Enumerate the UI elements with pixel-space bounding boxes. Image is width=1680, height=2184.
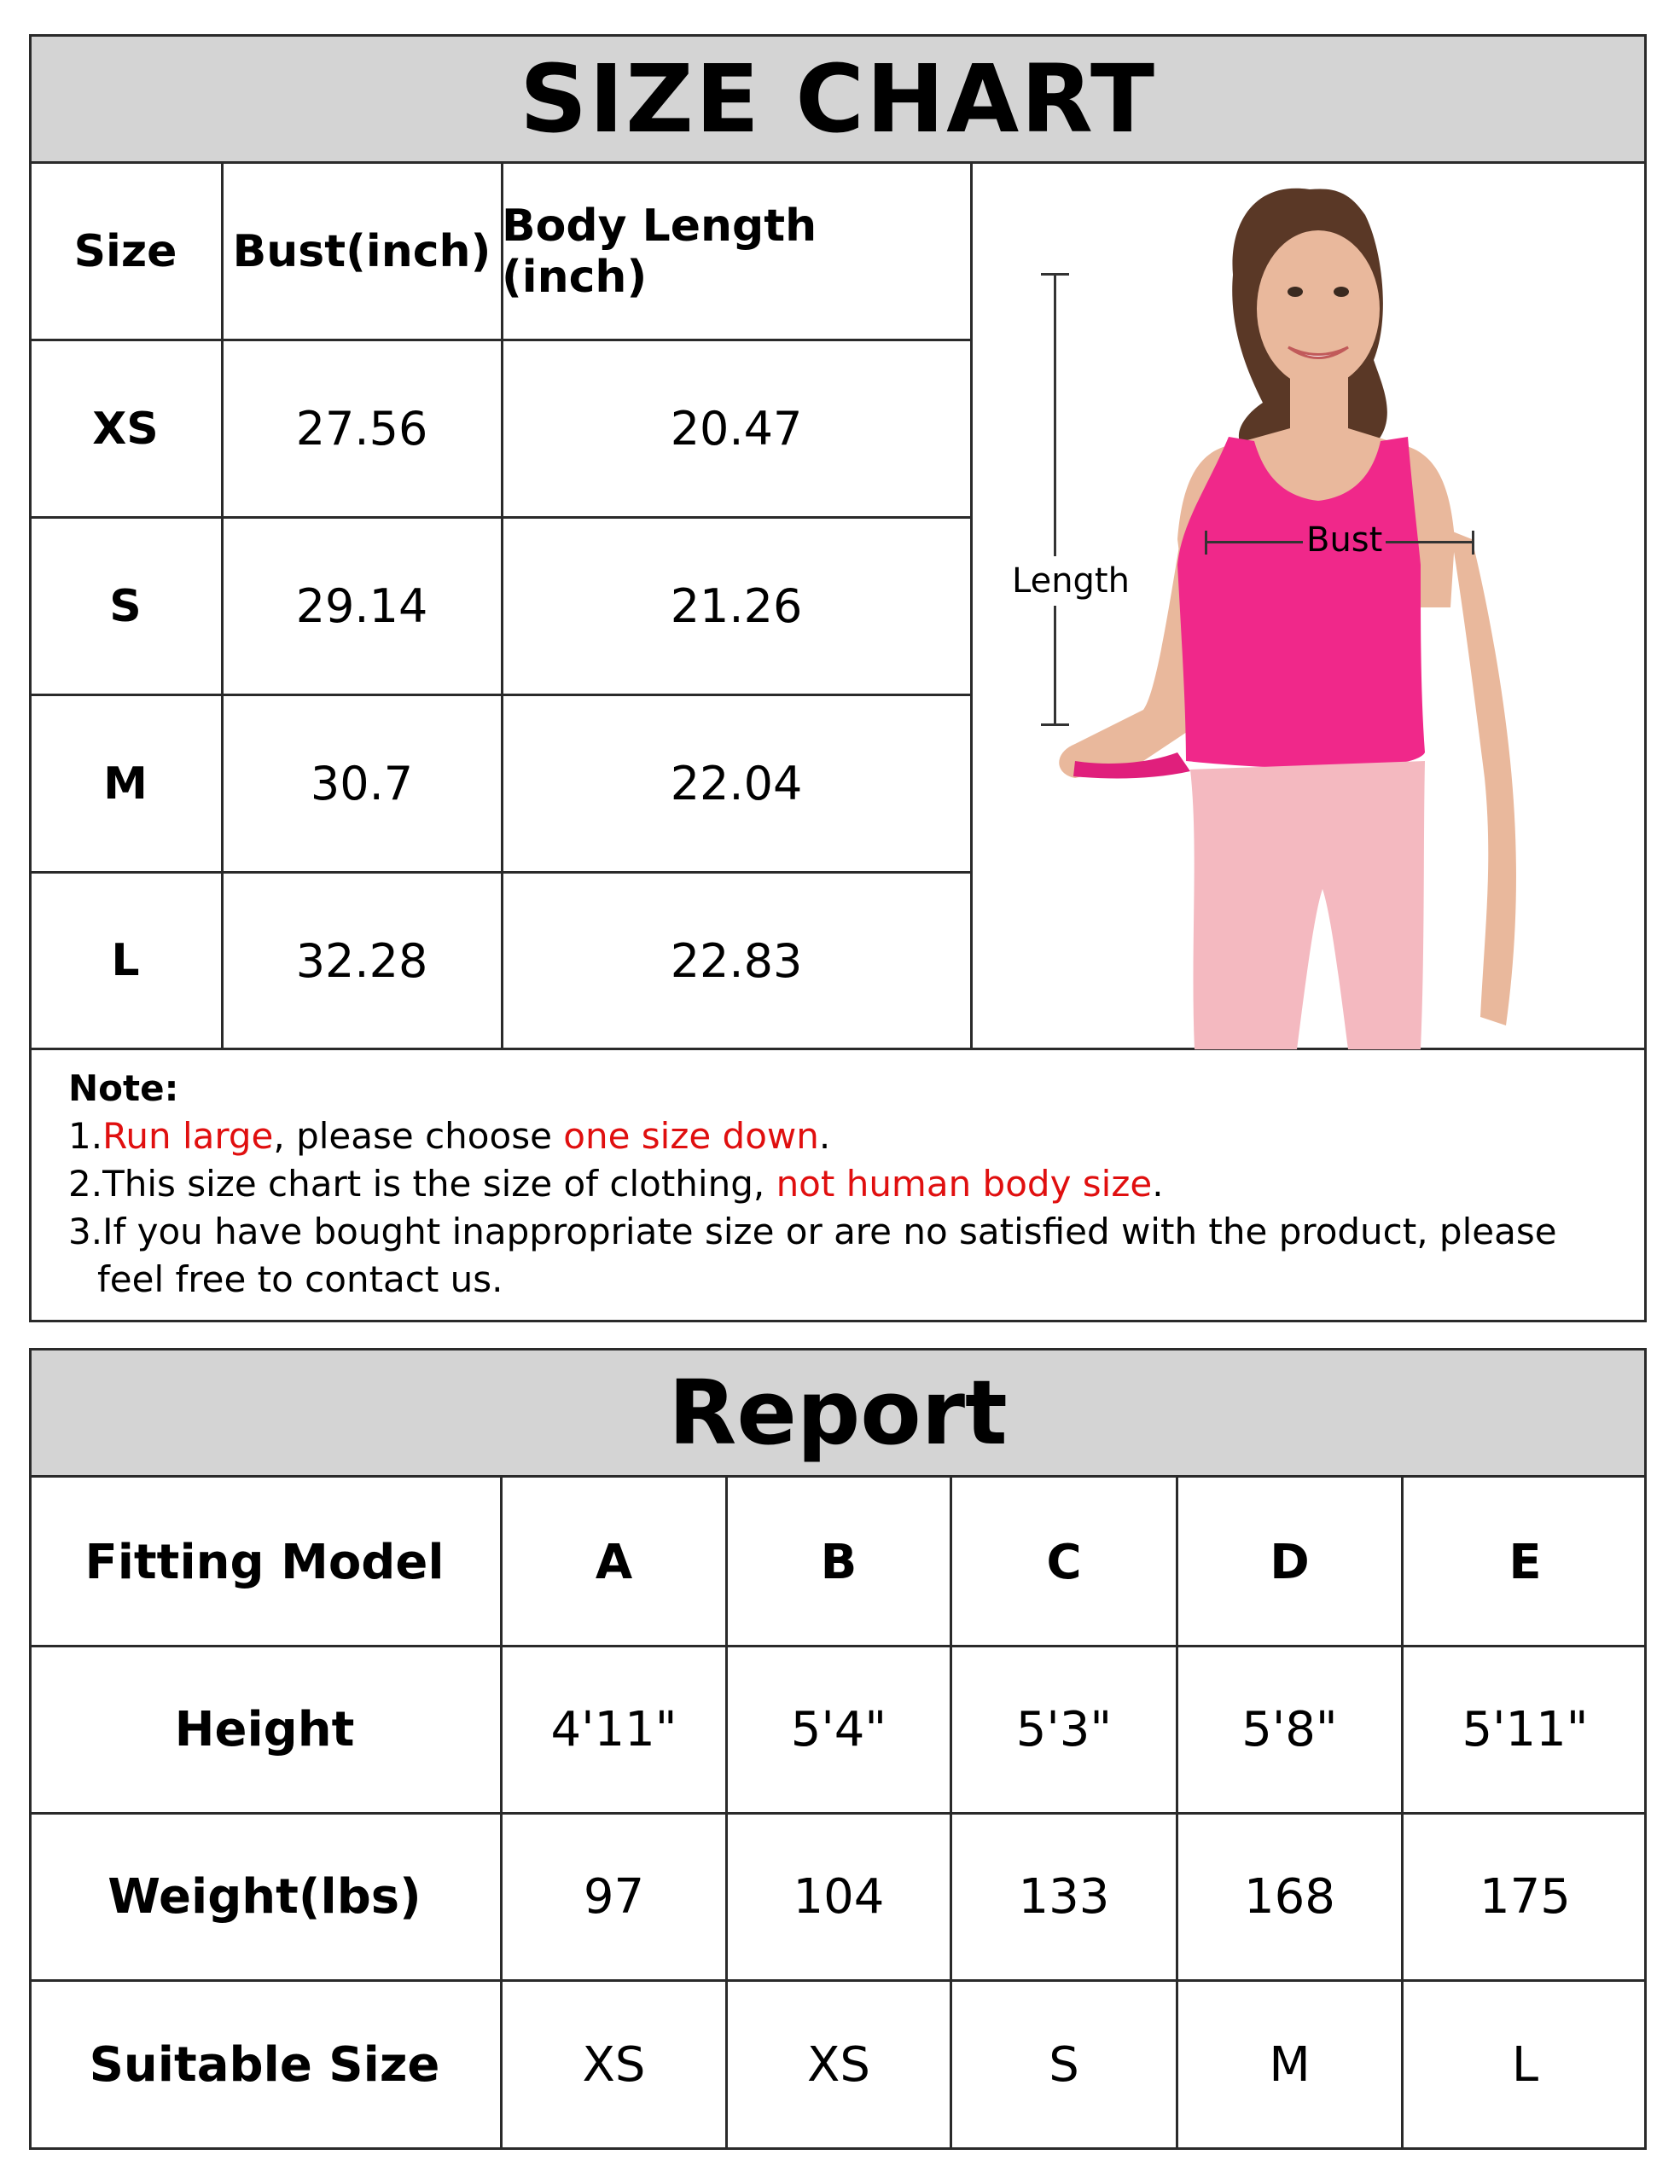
length-measure-line: [1054, 273, 1056, 725]
note-2: [68, 1160, 1621, 1208]
suitable-size-value: XS: [807, 2036, 870, 2093]
bust-value: 32.28: [295, 933, 428, 988]
note-text: , please choose: [273, 1115, 564, 1157]
note-highlight: one size down: [563, 1115, 819, 1157]
length-measure-cap: [1041, 273, 1069, 276]
model-header: D: [1270, 1535, 1310, 1590]
note-text: 1.: [68, 1115, 103, 1157]
col-header-length: Body Length (inch): [502, 200, 817, 303]
note-3-cont: feel free to contact us.: [97, 1258, 503, 1300]
height-value: 5'11": [1462, 1702, 1589, 1757]
suitable-size-value: M: [1269, 2036, 1311, 2093]
note-text: .: [1152, 1163, 1164, 1205]
length-value: 21.26: [670, 579, 803, 633]
model-header: B: [820, 1535, 857, 1590]
weight-value: 168: [1244, 1869, 1335, 1925]
size-label: XS: [92, 403, 159, 455]
height-value: 5'3": [1015, 1702, 1113, 1757]
model-header: E: [1509, 1535, 1542, 1590]
bust-measure-cap: [1205, 531, 1207, 555]
length-value: 22.83: [670, 933, 803, 988]
row-label-weight: Weight(lbs): [108, 1869, 421, 1925]
note-3: 3.If you have bought inappropriate size or are no satisfied with the product, please: [68, 1211, 1557, 1252]
height-value: 4'11": [550, 1702, 677, 1757]
suitable-size-value: L: [1511, 2036, 1539, 2093]
weight-value: 97: [583, 1869, 645, 1925]
notes-block: [68, 1065, 1621, 1304]
weight-value: 175: [1479, 1869, 1571, 1925]
length-value: 20.47: [670, 402, 803, 456]
model-header: C: [1046, 1535, 1082, 1590]
row-label-height: Height: [174, 1702, 355, 1757]
length-value: 22.04: [670, 757, 803, 810]
bust-measure-cap: [1472, 531, 1474, 555]
notes-title: Note:: [68, 1067, 179, 1109]
report-header: [29, 1348, 1647, 1478]
weight-value: 133: [1018, 1869, 1110, 1925]
height-value: 5'8": [1241, 1702, 1338, 1757]
note-text: .: [818, 1115, 831, 1157]
fitting-model-label: Fitting Model: [84, 1535, 445, 1590]
size-chart-title: SIZE CHART: [519, 44, 1157, 154]
note-text: 2.This size chart is the size of clothing,: [68, 1163, 776, 1205]
suitable-size-value: XS: [582, 2036, 646, 2093]
size-label: S: [109, 580, 142, 632]
col-header-size: Size: [73, 225, 177, 277]
size-label: L: [111, 935, 140, 986]
note-highlight: Run large: [102, 1115, 274, 1157]
model-illustration: [973, 164, 1647, 1049]
col-header-bust: Bust(inch): [232, 225, 491, 277]
model-photo: [973, 164, 1647, 1049]
row-label-suitable-size: Suitable Size: [89, 2036, 440, 2093]
height-value: 5'4": [790, 1702, 887, 1757]
report-title: Report: [668, 1361, 1008, 1465]
suitable-size-value: S: [1049, 2036, 1079, 2093]
length-label: Length: [1009, 556, 1133, 606]
size-label: M: [103, 758, 148, 810]
size-chart-header: [29, 34, 1647, 164]
weight-value: 104: [793, 1869, 885, 1925]
length-measure-cap: [1041, 723, 1069, 726]
note-highlight: not human body size: [776, 1163, 1153, 1205]
bust-label: Bust: [1303, 520, 1386, 560]
bust-value: 29.14: [295, 579, 428, 633]
model-header: A: [595, 1535, 633, 1590]
bust-value: 27.56: [295, 402, 428, 456]
note-1: [68, 1112, 1621, 1160]
bust-value: 30.7: [310, 757, 414, 810]
